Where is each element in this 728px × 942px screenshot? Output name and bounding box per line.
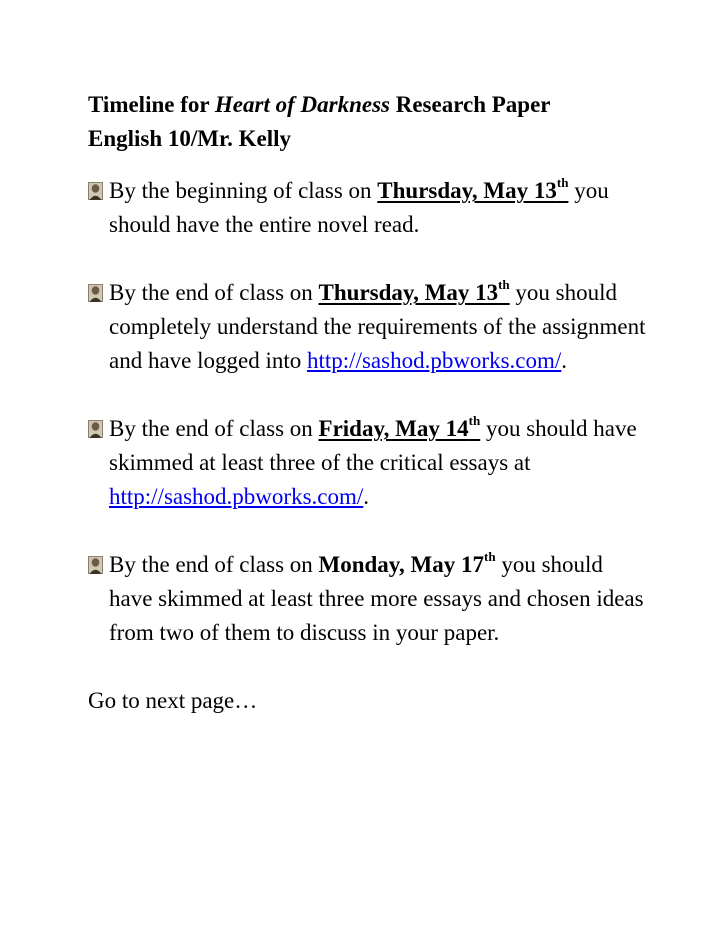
item-text-after: you should completely understand the requirements of the assignment and have logged into — [109, 280, 646, 373]
item-text-before: By the end of class on — [109, 416, 319, 441]
timeline-item — [88, 412, 648, 514]
document-page — [88, 88, 648, 718]
due-date: Friday, May 14th — [318, 413, 481, 441]
due-date: Thursday, May 13th — [377, 175, 569, 203]
timeline-item — [88, 174, 648, 242]
portrait-thumbnail-icon — [88, 284, 103, 302]
item-text-end: . — [363, 484, 370, 509]
title-prefix: Timeline for — [88, 92, 215, 117]
item-text-before: By the end of class on — [109, 552, 319, 577]
title-suffix: Research Paper — [389, 92, 551, 117]
timeline-item — [88, 548, 648, 650]
document-subtitle: English 10/Mr. Kelly — [88, 126, 291, 151]
item-text-after: you should have skimmed at least three of the critical essays at — [109, 416, 637, 475]
item-text-after: you should have the entire novel read. — [109, 178, 609, 237]
wiki-link[interactable]: http://sashod.pbworks.com/ — [109, 484, 364, 509]
timeline-list — [88, 174, 648, 650]
portrait-thumbnail-icon — [88, 556, 103, 574]
item-text-before: By the end of class on — [109, 280, 319, 305]
item-text-after: you should have skimmed at least three more essays and chosen ideas from two of them to discuss in your paper. — [109, 552, 644, 645]
document-title — [88, 88, 648, 156]
timeline-item — [88, 276, 648, 378]
portrait-thumbnail-icon — [88, 420, 103, 438]
due-date: Monday, May 17th — [318, 549, 496, 577]
due-date: Thursday, May 13th — [318, 277, 510, 305]
title-book-name: Heart of Darkness — [214, 92, 390, 117]
item-text-before: By the beginning of class on — [109, 178, 378, 203]
next-page-note: Go to next page… — [88, 688, 258, 713]
wiki-link[interactable]: http://sashod.pbworks.com/ — [307, 348, 562, 373]
item-text-end: . — [561, 348, 568, 373]
portrait-thumbnail-icon — [88, 182, 103, 200]
